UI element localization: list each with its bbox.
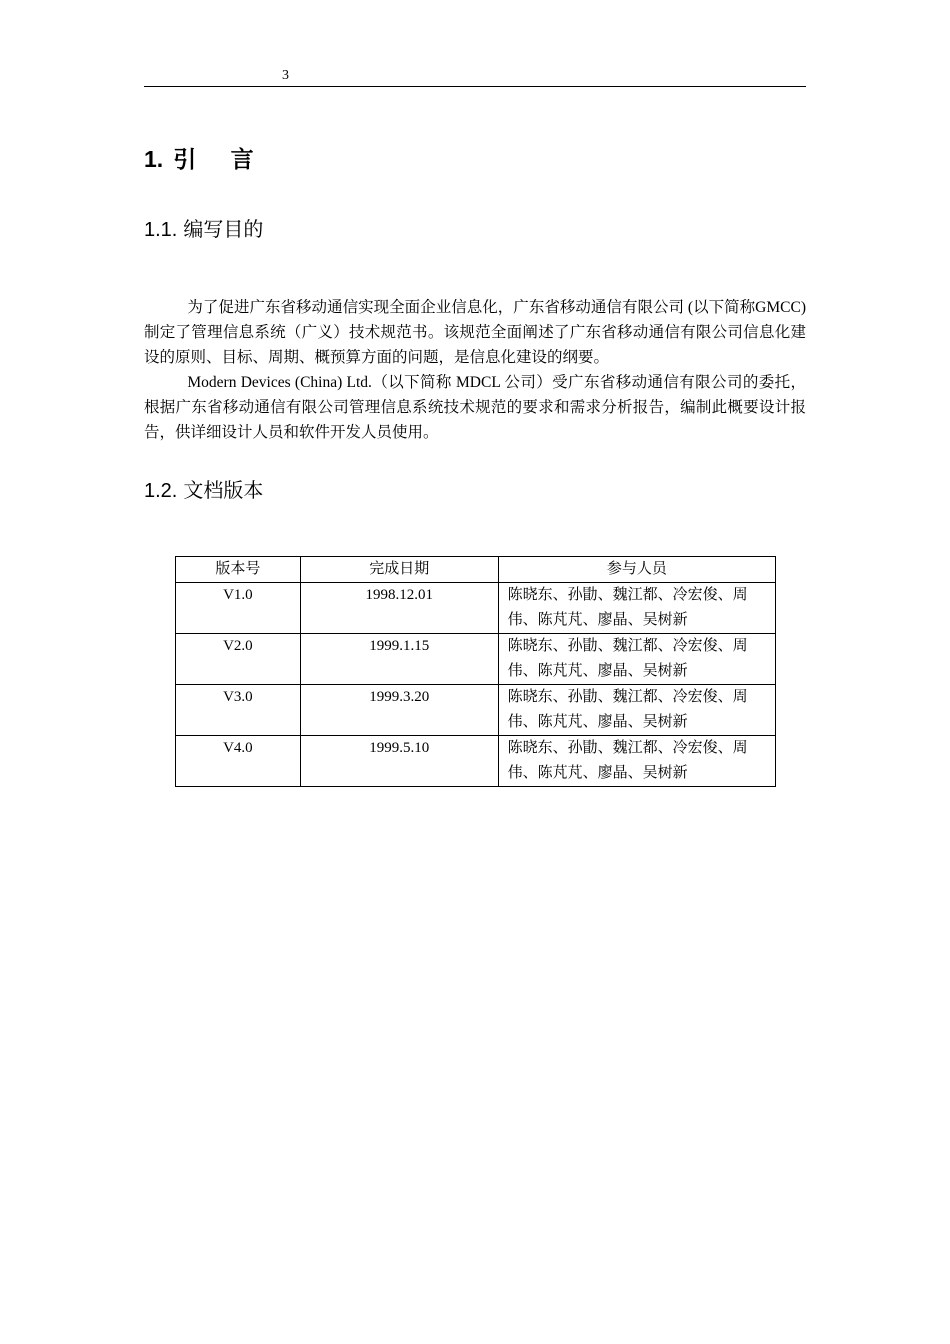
version-table xyxy=(175,556,776,787)
section-1-2-heading xyxy=(144,477,263,505)
table-row xyxy=(176,685,776,736)
section-1-2-title: 文档版本 xyxy=(183,480,264,502)
table-header-row xyxy=(176,557,776,583)
section-1-2-number: 1.2. xyxy=(144,480,178,502)
section-1-1-heading xyxy=(144,216,263,244)
cell-date: 1998.12.01 xyxy=(300,583,498,634)
header-date: 完成日期 xyxy=(300,557,498,583)
header-participants: 参与人员 xyxy=(498,557,775,583)
header-version: 版本号 xyxy=(176,557,301,583)
cell-version: V3.0 xyxy=(176,685,301,736)
cell-participants: 陈晓东、孙勖、魏江都、冷宏俊、周伟、陈芃芃、廖晶、吴树新 xyxy=(498,685,775,736)
cell-date: 1999.1.15 xyxy=(300,634,498,685)
section-1-title: 引 言 xyxy=(173,146,268,172)
section-1-1-title: 编写目的 xyxy=(183,219,264,241)
cell-version: V4.0 xyxy=(176,736,301,787)
cell-participants: 陈晓东、孙勖、魏江都、冷宏俊、周伟、陈芃芃、廖晶、吴树新 xyxy=(498,583,775,634)
cell-version: V2.0 xyxy=(176,634,301,685)
table-row xyxy=(176,634,776,685)
cell-version: V1.0 xyxy=(176,583,301,634)
table-row xyxy=(176,583,776,634)
purpose-body xyxy=(144,295,806,445)
table-row xyxy=(176,736,776,787)
section-1-heading xyxy=(144,144,268,174)
purpose-paragraph-2: Modern Devices (China) Ltd.（以下简称 MDCL 公司）受广东省移动通信有限公司的委托，根据广东省移动通信有限公司管理信息系统技术规范的要求和需求分析报告，编制此概要设计报告，供详细设计人员和软件开发人员使用。 xyxy=(144,374,806,441)
page-number: 3 xyxy=(282,68,289,83)
purpose-paragraph-1: 为了促进广东省移动通信实现全面企业信息化，广东省移动通信有限公司 (以下简称GMCC)制定了管理信息系统（广义）技术规范书。该规范全面阐述了广东省移动通信有限公司信息化建设的原则、目标、周期、概预算方面的问题，是信息化建设的纲要。 xyxy=(144,299,806,366)
cell-participants: 陈晓东、孙勖、魏江都、冷宏俊、周伟、陈芃芃、廖晶、吴树新 xyxy=(498,634,775,685)
header-rule xyxy=(144,86,806,87)
section-1-number: 1. xyxy=(144,146,164,172)
section-1-1-number: 1.1. xyxy=(144,219,178,241)
cell-date: 1999.5.10 xyxy=(300,736,498,787)
cell-participants: 陈晓东、孙勖、魏江都、冷宏俊、周伟、陈芃芃、廖晶、吴树新 xyxy=(498,736,775,787)
cell-date: 1999.3.20 xyxy=(300,685,498,736)
